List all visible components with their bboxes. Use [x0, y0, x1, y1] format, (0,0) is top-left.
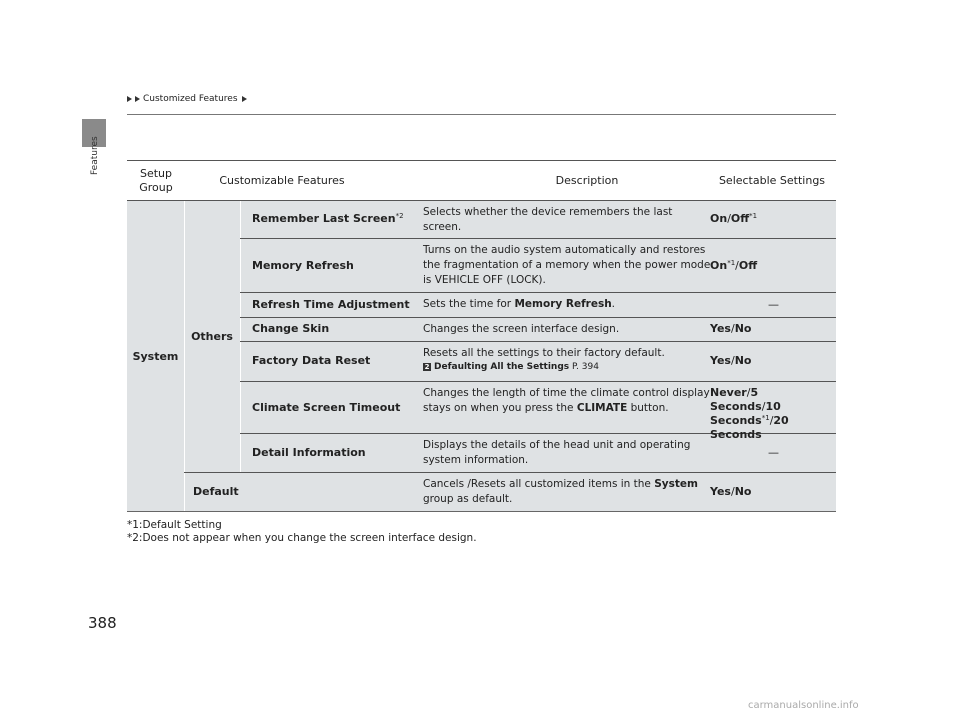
chevron-right-icon [242, 96, 247, 102]
feature-description: Displays the details of the head unit and operating system information. [423, 439, 691, 466]
selectable-settings: — [768, 446, 779, 459]
footnote: *2:Does not appear when you change the screen interface design. [127, 532, 477, 544]
page-number: 388 [88, 614, 117, 632]
selectable-settings: On/Off$^{*1}$ [710, 212, 758, 225]
table-row [240, 293, 836, 317]
selectable-settings: — [768, 298, 779, 311]
table-row [240, 318, 836, 341]
watermark-text: carmanualsonline.info [748, 700, 859, 711]
feature-description: Selects whether the device remembers the last screen. [423, 206, 673, 233]
feature-description: Cancels /Resets all customized items in the System group as default. [423, 478, 698, 505]
column-header-setup-group: Setup Group [139, 166, 173, 194]
column-header-description: Description [555, 173, 619, 187]
footnote: *1:Default Setting [127, 519, 222, 531]
subgroup-others: Others [191, 330, 233, 343]
table-row [184, 473, 836, 511]
chevron-right-icon [135, 96, 140, 102]
header-divider [127, 114, 836, 115]
table-row [240, 434, 836, 472]
breadcrumb[interactable] [127, 94, 248, 104]
feature-name: Change Skin [252, 322, 330, 335]
selectable-settings: Yes/No [710, 485, 752, 498]
table-row [240, 239, 836, 292]
feature-description: Turns on the audio system automatically and restores the fragmentation of a memory when the power mode is VEHICLE OFF (LOCK). [423, 244, 711, 286]
feature-name: Remember Last Screen$^{*2}$ [252, 212, 404, 225]
footnotes [127, 519, 477, 545]
column-header-selectable-settings: Selectable Settings [718, 173, 826, 187]
section-tab-label: Features [90, 136, 100, 175]
selectable-settings: Never/5 Seconds/10 Seconds$^{*1}$/20 Seconds [710, 386, 789, 441]
selectable-settings: Yes/No [710, 354, 752, 367]
table-bottom-rule [127, 511, 836, 512]
feature-name: Climate Screen Timeout [252, 401, 401, 414]
setup-group-system: System [132, 349, 179, 363]
feature-name: Factory Data Reset [252, 354, 371, 367]
table-header [127, 160, 836, 202]
cross-reference-link[interactable]: 2 Defaulting All the Settings P. 394 [424, 362, 599, 372]
feature-description: Changes the length of time the climate control display stays on when you press the CLIMATE button. [423, 387, 710, 414]
table-row [240, 201, 836, 238]
feature-name: Memory Refresh [252, 259, 354, 272]
table-row [240, 342, 836, 381]
chevron-right-icon [127, 96, 132, 102]
selectable-settings: Yes/No [710, 322, 752, 335]
feature-description: Sets the time for Memory Refresh. [423, 298, 616, 310]
feature-name: Detail Information [252, 446, 366, 459]
feature-name: Refresh Time Adjustment [252, 298, 410, 311]
selectable-settings: On$^{*1}$/Off [710, 259, 758, 272]
feature-description: Resets all the settings to their factory default. 2 Defaulting All the Settings P. 394 [423, 346, 713, 373]
reference-icon: 2 [424, 363, 430, 371]
column-header-customizable-features: Customizable Features [219, 173, 345, 187]
breadcrumb-label: Customized Features [143, 94, 238, 104]
feature-name: Default [193, 485, 239, 498]
feature-description: Changes the screen interface design. [423, 323, 620, 335]
table-row [240, 382, 836, 441]
